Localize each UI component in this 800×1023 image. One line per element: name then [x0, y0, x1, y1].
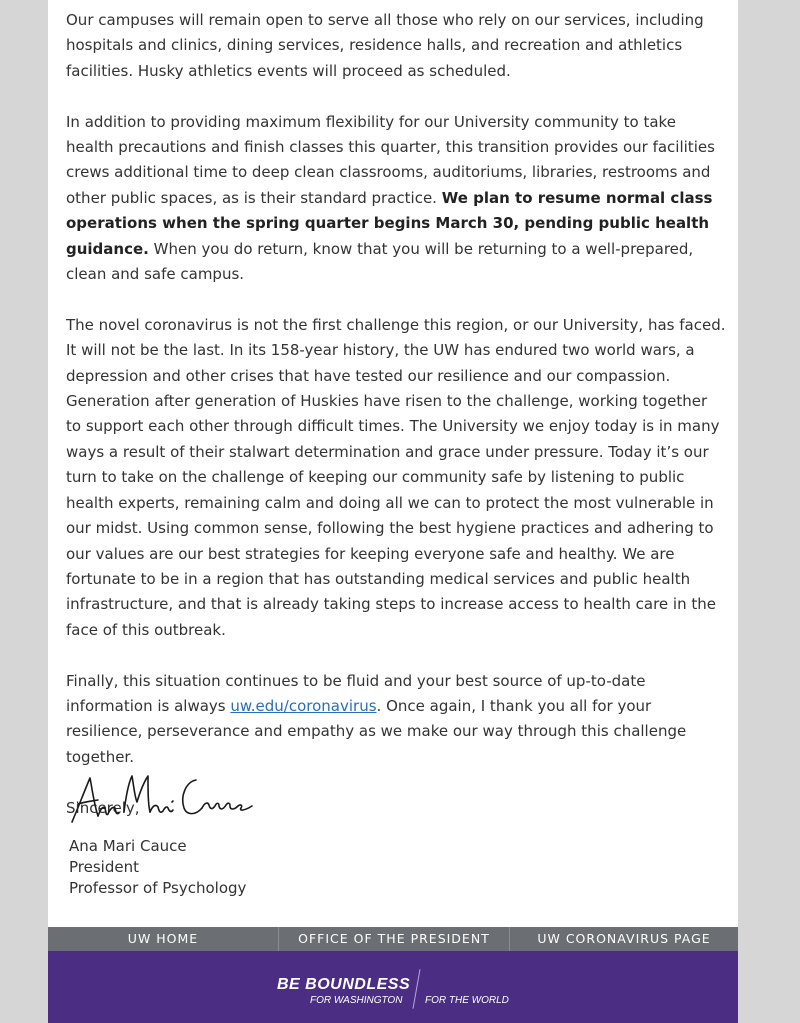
- handwritten-signature: [68, 764, 268, 834]
- paragraph-closing-start: Finally, this situation continues to be fluid and your best source of up-to-date information is always: [66, 671, 646, 715]
- logo-divider: [413, 969, 421, 1009]
- sign-off: Sincerely,: [66, 798, 140, 817]
- footer-nav: [48, 927, 738, 951]
- email-card: [48, 0, 738, 1023]
- paragraph-closing: [66, 669, 726, 771]
- paragraph-challenge: The novel coronavirus is not the first challenge this region, or our University, has faced. It will not be the last. In its 158-year history, the UW has endured two world wars, a depression and other crises that have tested our resilience and our compassion. Generation after generation of Huskies have risen to the challenge, working together to support each other through difficult times. The University we enjoy today is in many ways a result of their stalwart determination and grace under pressure. Today it’s our turn to take on the challenge of keeping our community safe by listening to public health experts, remaining calm and doing all we can to protect the most vulnerable in our midst. Using common sense, following the best hygiene practices and adhering to our values are our best strategies for keeping everyone safe and healthy. We are fortunate to be in a region that has outstanding medical services and public health infrastructure, and that is already taking steps to increase access to health care in the face of this outbreak.: [66, 315, 726, 639]
- resume-operations-statement: We plan to resume normal class operations when the spring quarter begins March 30, pending public health guidance.: [66, 188, 713, 258]
- letter-body: [66, 8, 726, 846]
- signer-name: Ana Mari Cauce: [69, 837, 187, 855]
- paragraph-closing-end: . Once again, I thank you all for your resilience, perseverance and empathy as we make our way through this challenge together.: [66, 696, 687, 766]
- tagline-for-washington: FOR WASHINGTON: [310, 995, 403, 1006]
- nav-uw-home[interactable]: UW HOME: [127, 931, 199, 946]
- footer-banner: [48, 951, 738, 1023]
- paragraph-campuses: Our campuses will remain open to serve all those who rely on our services, including hospitals and clinics, dining services, residence halls, and recreation and athletics facilities. Husky athletics events will proceed as scheduled.: [66, 11, 704, 80]
- paragraph-transition-start: In addition to providing maximum flexibility for our University community to take health precautions and finish classes this quarter, this transition provides our facilities crews additional time to deep clean classrooms, auditoriums, libraries, restrooms and other public spaces, as is their standard practice.: [66, 112, 715, 207]
- paragraph-transition-end: When you do return, know that you will be returning to a well-prepared, clean and safe campus.: [66, 239, 694, 284]
- be-boundless-logo: BE BOUNDLESS: [277, 976, 411, 993]
- paragraph-transition: [66, 110, 726, 288]
- tagline-for-the-world: FOR THE WORLD: [425, 995, 509, 1006]
- signer-role: Professor of Psychology: [69, 879, 247, 897]
- signer-title: President: [69, 858, 139, 876]
- signature-block: [69, 836, 246, 899]
- nav-uw-coronavirus-page[interactable]: UW CORONAVIRUS PAGE: [537, 931, 711, 946]
- coronavirus-link[interactable]: uw.edu/coronavirus: [230, 696, 377, 715]
- nav-office-of-the-president[interactable]: OFFICE OF THE PRESIDENT: [278, 927, 510, 951]
